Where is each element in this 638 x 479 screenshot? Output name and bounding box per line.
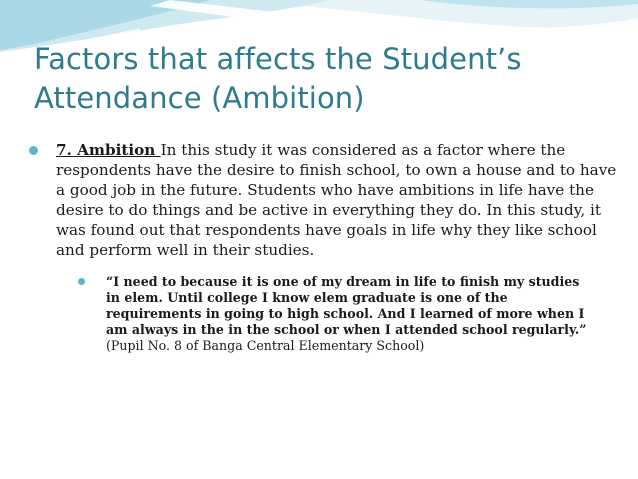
- quote-source: (Pupil No. 8 of Banga Central Elementary School): [106, 338, 425, 353]
- bullet-point-ambition: [26, 140, 626, 260]
- sub-bullet-icon: [78, 278, 85, 285]
- quote-bullet: [74, 274, 596, 354]
- slide-title: Factors that affects the Student’s Attendance (Ambition): [34, 42, 522, 115]
- bullet-icon: [29, 146, 38, 155]
- point-keyword: 7. Ambition: [56, 141, 161, 159]
- slide-content: [26, 140, 626, 367]
- quote-text: “I need to because it is one of my dream in life to finish my studies in elem. Until college I know elem graduate is one of the requirements in going to high school. And I learned of more when I am always in the in the school or when I attended school regularly.”: [106, 274, 587, 337]
- point-text: In this study it was considered as a factor where the respondents have the desire to finish school, to own a house and to have a good job in the future. Students who have ambitions in life have the desire to do things and be active in everything they do. In this study, it was found out that respondents have goals in life why they like school and perform well in their studies.: [56, 141, 617, 259]
